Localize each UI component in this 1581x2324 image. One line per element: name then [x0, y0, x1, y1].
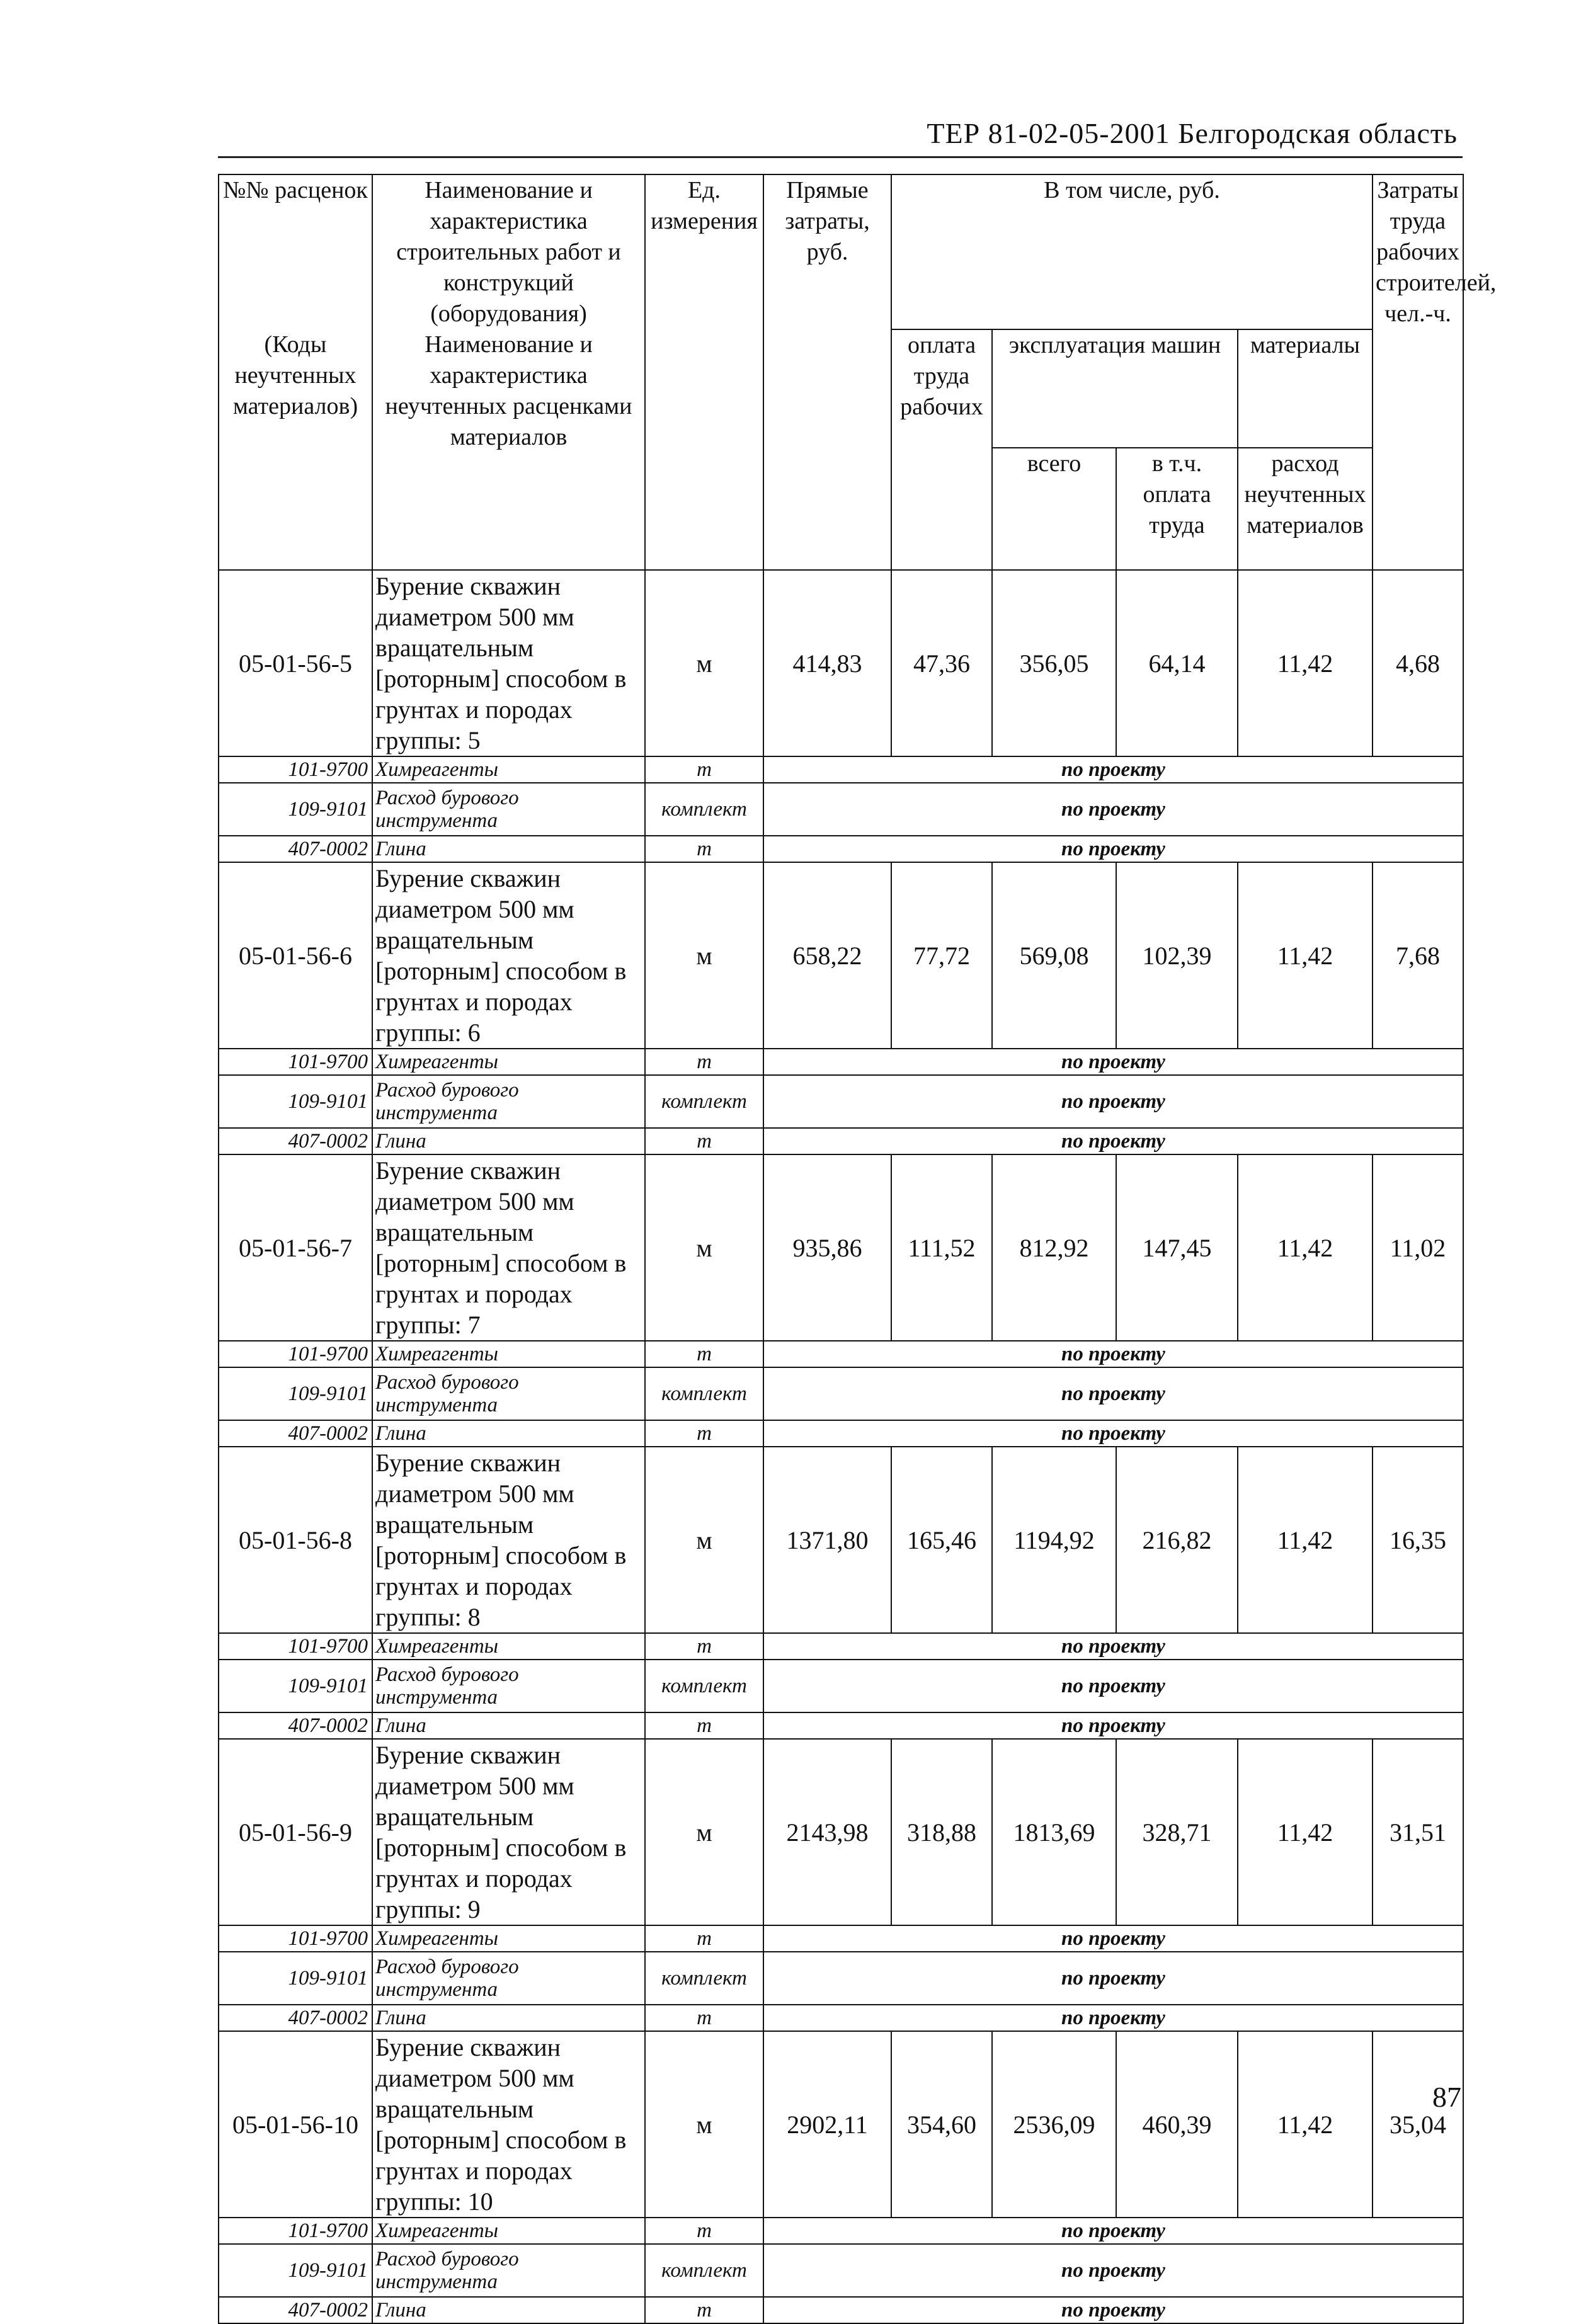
material-quantity: по проекту: [763, 1049, 1463, 1075]
header-labor: Затраты труда рабочих строителей, чел.-ч.: [1373, 174, 1463, 570]
machine-labor-pay: 147,45: [1116, 1154, 1238, 1341]
labor-pay: 47,36: [891, 570, 992, 756]
material-name: Расход бурового инструмента: [372, 1075, 645, 1128]
material-name: Расход бурового инструмента: [372, 1367, 645, 1420]
material-name: Глина: [372, 2297, 645, 2323]
material-code: 109-9101: [219, 2244, 372, 2297]
material-row: [219, 836, 1463, 862]
labor-pay: 165,46: [891, 1447, 992, 1633]
material-name: Расход бурового инструмента: [372, 2244, 645, 2297]
material-unit: т: [645, 756, 763, 783]
machine-labor-pay: 64,14: [1116, 570, 1238, 756]
header-machines-pay: в т.ч. оплата труда: [1116, 448, 1238, 570]
material-code: 407-0002: [219, 836, 372, 862]
materials-cost: 11,42: [1238, 2031, 1373, 2218]
material-row: [219, 1128, 1463, 1154]
rate-code: 05-01-56-10: [219, 2031, 372, 2218]
material-name: Глина: [372, 836, 645, 862]
labor-hours: 7,68: [1373, 862, 1463, 1049]
material-quantity: по проекту: [763, 1925, 1463, 1952]
material-code: 109-9101: [219, 1952, 372, 2005]
material-row: [219, 783, 1463, 836]
material-code: 407-0002: [219, 1128, 372, 1154]
rate-code: 05-01-56-7: [219, 1154, 372, 1341]
material-code: 407-0002: [219, 1712, 372, 1739]
material-code: 101-9700: [219, 756, 372, 783]
rates-table: [218, 174, 1497, 2324]
material-code: 101-9700: [219, 1633, 372, 1660]
material-code: 101-9700: [219, 1925, 372, 1952]
labor-hours: 4,68: [1373, 570, 1463, 756]
header-code-top: №№ расценок: [219, 174, 372, 329]
header-name-bottom: Наименование и характеристика неучтенных расценками материалов: [372, 329, 645, 570]
material-row: [219, 2297, 1463, 2323]
material-unit: т: [645, 2218, 763, 2244]
machine-labor-pay: 216,82: [1116, 1447, 1238, 1633]
rate-unit: м: [645, 2031, 763, 2218]
materials-cost: 11,42: [1238, 862, 1373, 1049]
material-quantity: по проекту: [763, 1633, 1463, 1660]
material-row: [219, 756, 1463, 783]
material-name: Химреагенты: [372, 1049, 645, 1075]
rate-description: Бурение скважин диаметром 500 мм вращательным [роторным] способом в грунтах и породах группы: 9: [372, 1739, 645, 1925]
material-name: Расход бурового инструмента: [372, 1952, 645, 2005]
material-unit: т: [645, 836, 763, 862]
materials-cost: 11,42: [1238, 1154, 1373, 1341]
material-name: Расход бурового инструмента: [372, 783, 645, 836]
material-unit: т: [645, 1633, 763, 1660]
machine-total: 2536,09: [992, 2031, 1116, 2218]
header-machines-total: всего: [992, 448, 1116, 570]
direct-cost: 2143,98: [763, 1739, 891, 1925]
material-quantity: по проекту: [763, 2297, 1463, 2323]
rate-description: Бурение скважин диаметром 500 мм вращательным [роторным] способом в грунтах и породах группы: 5: [372, 570, 645, 756]
machine-total: 1194,92: [992, 1447, 1116, 1633]
material-row: [219, 1633, 1463, 1660]
rate-code: 05-01-56-8: [219, 1447, 372, 1633]
rate-unit: м: [645, 1447, 763, 1633]
machine-labor-pay: 328,71: [1116, 1739, 1238, 1925]
header-name-top: Наименование и характеристика строительных работ и конструкций (оборудования): [372, 174, 645, 329]
material-unit: т: [645, 1049, 763, 1075]
material-unit: т: [645, 1925, 763, 1952]
machine-labor-pay: 102,39: [1116, 862, 1238, 1049]
material-name: Глина: [372, 1712, 645, 1739]
material-code: 109-9101: [219, 1660, 372, 1712]
table-row: [219, 1154, 1463, 1341]
material-code: 407-0002: [219, 2005, 372, 2031]
material-row: [219, 2244, 1463, 2297]
machine-total: 1813,69: [992, 1739, 1116, 1925]
table-row: [219, 2031, 1463, 2218]
material-row: [219, 1420, 1463, 1447]
materials-cost: 11,42: [1238, 570, 1373, 756]
material-name: Химреагенты: [372, 756, 645, 783]
material-row: [219, 2218, 1463, 2244]
material-quantity: по проекту: [763, 1952, 1463, 2005]
rate-unit: м: [645, 570, 763, 756]
material-unit: комплект: [645, 1367, 763, 1420]
material-unit: т: [645, 1712, 763, 1739]
labor-pay: 77,72: [891, 862, 992, 1049]
rate-unit: м: [645, 1739, 763, 1925]
header-materials-unacc: расход неучтенных материалов: [1238, 448, 1373, 570]
labor-hours: 11,02: [1373, 1154, 1463, 1341]
material-name: Расход бурового инструмента: [372, 1660, 645, 1712]
material-row: [219, 1925, 1463, 1952]
material-unit: комплект: [645, 1952, 763, 2005]
labor-hours: 16,35: [1373, 1447, 1463, 1633]
material-code: 101-9700: [219, 1341, 372, 1367]
material-code: 407-0002: [219, 2297, 372, 2323]
material-row: [219, 1660, 1463, 1712]
rate-description: Бурение скважин диаметром 500 мм вращательным [роторным] способом в грунтах и породах группы: 7: [372, 1154, 645, 1341]
machine-labor-pay: 460,39: [1116, 2031, 1238, 2218]
material-unit: т: [645, 1420, 763, 1447]
material-quantity: по проекту: [763, 756, 1463, 783]
table-row: [219, 862, 1463, 1049]
header-incl: В том числе, руб.: [891, 174, 1373, 329]
material-name: Химреагенты: [372, 1341, 645, 1367]
material-quantity: по проекту: [763, 1712, 1463, 1739]
material-quantity: по проекту: [763, 783, 1463, 836]
material-unit: комплект: [645, 1075, 763, 1128]
material-quantity: по проекту: [763, 1367, 1463, 1420]
rate-description: Бурение скважин диаметром 500 мм вращательным [роторным] способом в грунтах и породах группы: 8: [372, 1447, 645, 1633]
labor-pay: 111,52: [891, 1154, 992, 1341]
rate-description: Бурение скважин диаметром 500 мм вращательным [роторным] способом в грунтах и породах группы: 10: [372, 2031, 645, 2218]
material-code: 407-0002: [219, 1420, 372, 1447]
labor-pay: 354,60: [891, 2031, 992, 2218]
material-unit: комплект: [645, 783, 763, 836]
rate-unit: м: [645, 1154, 763, 1341]
rate-code: 05-01-56-9: [219, 1739, 372, 1925]
material-name: Химреагенты: [372, 2218, 645, 2244]
materials-cost: 11,42: [1238, 1739, 1373, 1925]
table-row: [219, 1739, 1463, 1925]
table-row: [219, 570, 1463, 756]
material-quantity: по проекту: [763, 2218, 1463, 2244]
rate-code: 05-01-56-6: [219, 862, 372, 1049]
material-row: [219, 2005, 1463, 2031]
labor-hours: 31,51: [1373, 1739, 1463, 1925]
machine-total: 356,05: [992, 570, 1116, 756]
material-unit: т: [645, 2005, 763, 2031]
labor-hours: 35,04: [1373, 2031, 1463, 2218]
material-quantity: по проекту: [763, 1660, 1463, 1712]
document-title: ТЕР 81-02-05-2001 Белгородская область: [927, 117, 1458, 149]
material-quantity: по проекту: [763, 1075, 1463, 1128]
material-unit: комплект: [645, 2244, 763, 2297]
material-code: 101-9700: [219, 2218, 372, 2244]
labor-pay: 318,88: [891, 1739, 992, 1925]
material-unit: т: [645, 2297, 763, 2323]
header-code-bottom: (Коды неучтенных материалов): [219, 329, 372, 570]
material-row: [219, 1952, 1463, 2005]
material-unit: т: [645, 1341, 763, 1367]
material-row: [219, 1367, 1463, 1420]
material-quantity: по проекту: [763, 1341, 1463, 1367]
material-code: 101-9700: [219, 1049, 372, 1075]
header-labor-pay: оплата труда рабочих: [891, 329, 992, 570]
header-materials: материалы: [1238, 329, 1373, 448]
rate-description: Бурение скважин диаметром 500 мм вращательным [роторным] способом в грунтах и породах группы: 6: [372, 862, 645, 1049]
material-name: Глина: [372, 1128, 645, 1154]
header-machines: эксплуатация машин: [992, 329, 1238, 448]
material-code: 109-9101: [219, 783, 372, 836]
direct-cost: 658,22: [763, 862, 891, 1049]
rate-code: 05-01-56-5: [219, 570, 372, 756]
material-name: Глина: [372, 2005, 645, 2031]
material-row: [219, 1049, 1463, 1075]
running-header: [218, 111, 1463, 158]
material-row: [219, 1712, 1463, 1739]
material-code: 109-9101: [219, 1075, 372, 1128]
material-quantity: по проекту: [763, 836, 1463, 862]
material-unit: т: [645, 1128, 763, 1154]
material-quantity: по проекту: [763, 2244, 1463, 2297]
direct-cost: 935,86: [763, 1154, 891, 1341]
direct-cost: 1371,80: [763, 1447, 891, 1633]
material-name: Химреагенты: [372, 1633, 645, 1660]
material-code: 109-9101: [219, 1367, 372, 1420]
material-row: [219, 1341, 1463, 1367]
table-row: [219, 1447, 1463, 1633]
header-unit: Ед. измерения: [645, 174, 763, 570]
material-row: [219, 1075, 1463, 1128]
table-body: [219, 174, 1497, 2323]
material-name: Глина: [372, 1420, 645, 1447]
material-quantity: по проекту: [763, 1128, 1463, 1154]
rate-unit: м: [645, 862, 763, 1049]
materials-cost: 11,42: [1238, 1447, 1373, 1633]
direct-cost: 414,83: [763, 570, 891, 756]
material-unit: комплект: [645, 1660, 763, 1712]
page-number: 87: [1432, 2081, 1461, 2113]
header-direct: Прямые затраты, руб.: [763, 174, 891, 570]
material-name: Химреагенты: [372, 1925, 645, 1952]
material-quantity: по проекту: [763, 1420, 1463, 1447]
header-row-1: [219, 174, 1463, 329]
material-quantity: по проекту: [763, 2005, 1463, 2031]
machine-total: 812,92: [992, 1154, 1116, 1341]
direct-cost: 2902,11: [763, 2031, 891, 2218]
machine-total: 569,08: [992, 862, 1116, 1049]
